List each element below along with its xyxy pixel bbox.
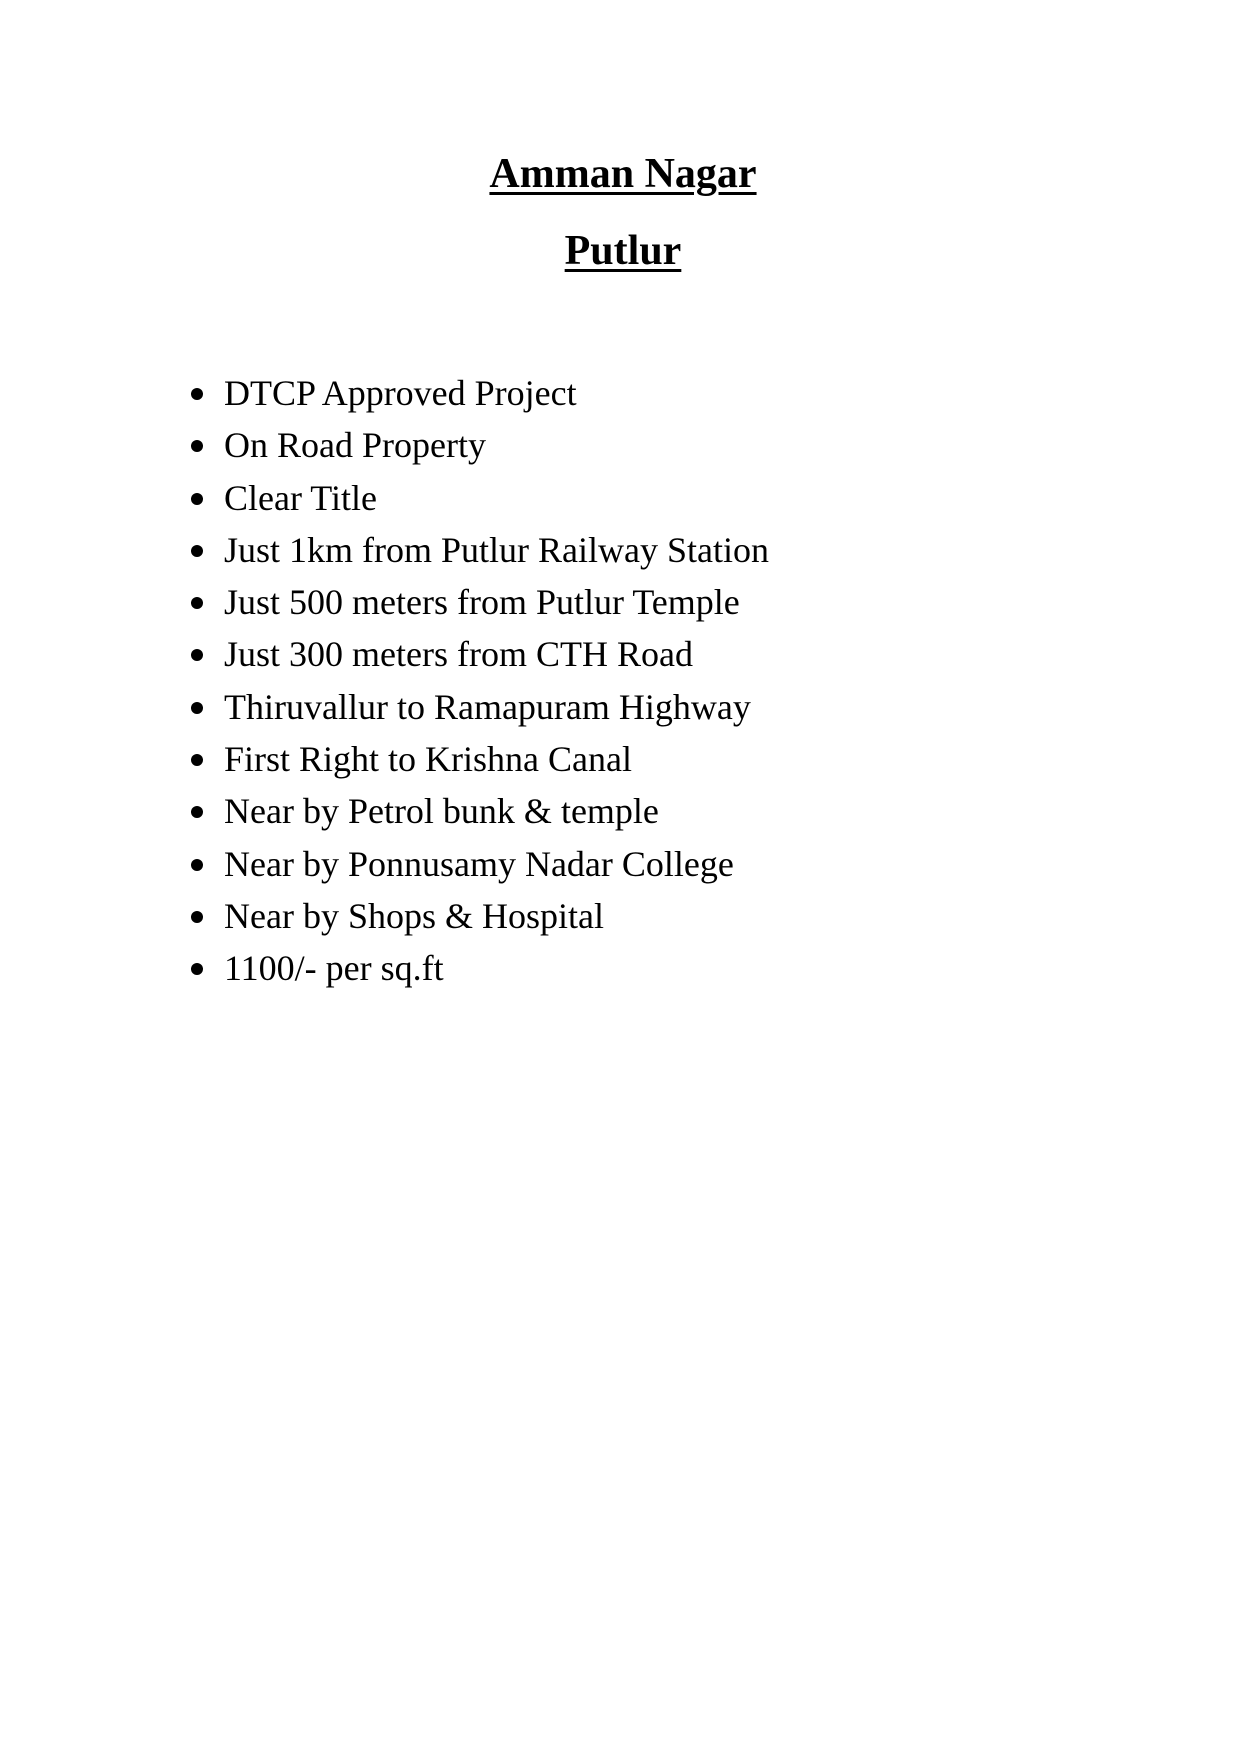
bullet-dot-icon [191,702,203,714]
list-item-text: Clear Title [224,477,378,518]
list-item [186,367,769,419]
list-item-text: DTCP Approved Project [224,373,577,413]
list-item [186,419,769,471]
list-item [186,628,769,680]
list-item-text: Just 1km from Putlur Railway Station [224,529,769,570]
list-item [186,681,769,733]
list-item-text: Near by Ponnusamy Nadar College [224,843,734,884]
list-item [186,890,769,942]
bullet-dot-icon [191,597,203,609]
list-item [186,733,769,785]
list-item-text: Near by Petrol bunk & temple [224,791,659,832]
bullet-dot-icon [191,911,203,923]
bullet-dot-icon [191,963,203,975]
title-block [0,148,1241,277]
list-item-text: First Right to Krishna Canal [224,739,632,780]
bullet-dot-icon [191,754,203,766]
list-item-text: Near by Shops & Hospital [224,895,604,936]
list-item-text: Thiruvallur to Ramapuram Highway [224,686,751,727]
list-item [186,838,769,890]
list-item [186,785,769,837]
list-item-text: On Road Property [224,425,486,466]
bullet-dot-icon [191,493,203,505]
document-title: Amman Nagar [489,151,757,197]
list-item-text: 1100/- per sq.ft [224,948,444,989]
bullet-dot-icon [191,806,203,818]
bullet-dot-icon [191,440,203,452]
list-item-text: Just 500 meters from Putlur Temple [224,582,740,623]
list-item [186,524,769,576]
bullet-dot-icon [191,545,203,557]
bullet-dot-icon [191,388,203,400]
list-item-text: Just 300 meters from CTH Road [224,634,693,675]
document-subtitle: Putlur [564,228,682,274]
bullet-dot-icon [191,859,203,871]
feature-list [186,367,769,995]
list-item [186,942,769,994]
list-item [186,576,769,628]
list-item [186,472,769,524]
bullet-dot-icon [191,649,203,661]
